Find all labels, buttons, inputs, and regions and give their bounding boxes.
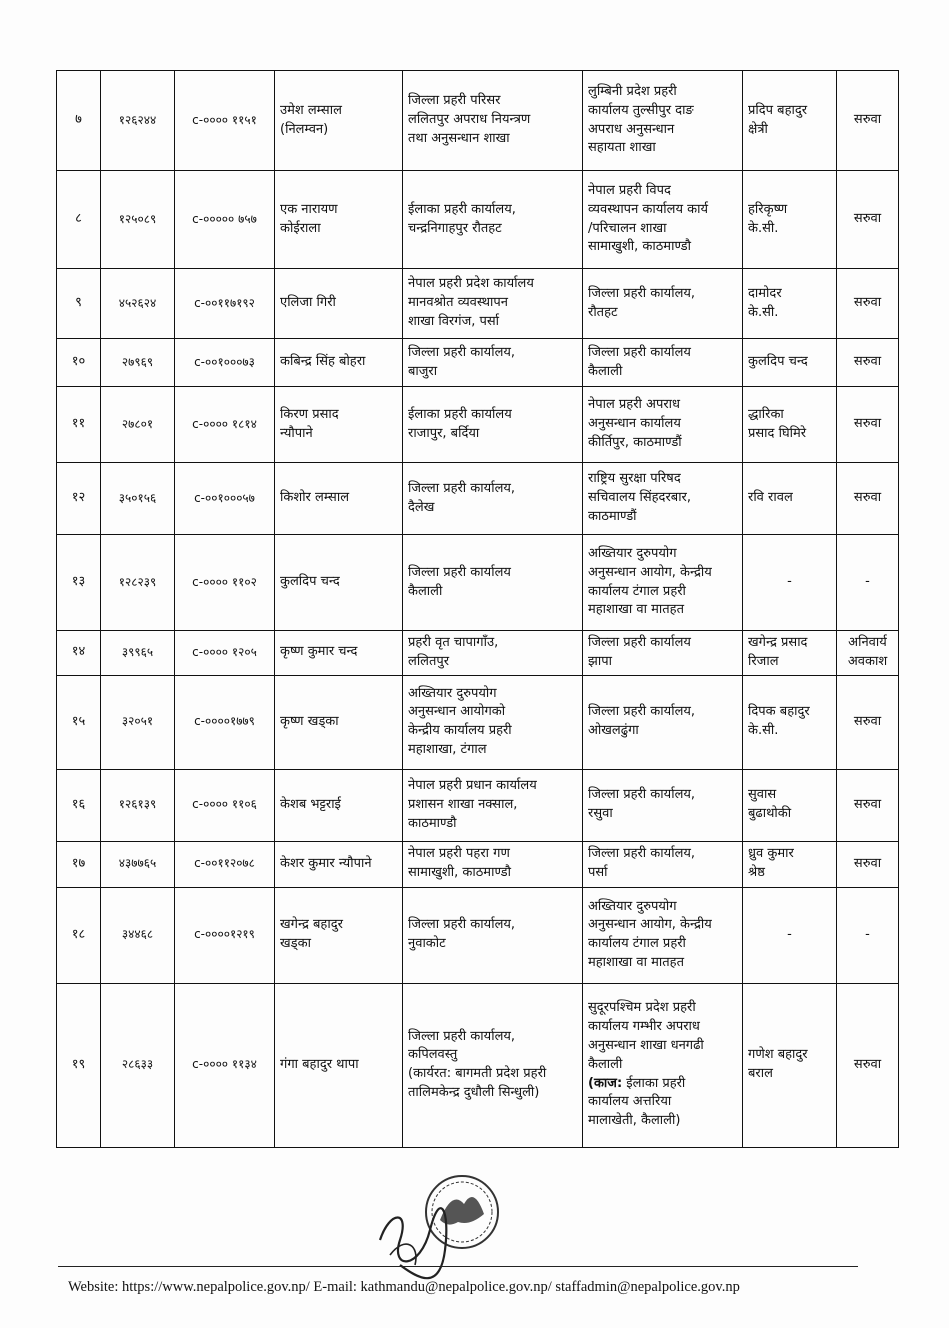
cell-line: सरुवा [853, 855, 882, 871]
replacement-cell [743, 887, 837, 983]
code-cell: c-००००१७७९ [175, 675, 275, 769]
code-cell: c-०००० ११०६ [175, 769, 275, 841]
cell-line: ईलाका प्रहरी कार्यालय [408, 406, 512, 422]
cell-line: व्यवस्थापन कार्यालय कार्य [588, 201, 709, 217]
cell-line: किरण प्रसाद [280, 406, 339, 422]
employee-name-cell [275, 841, 403, 887]
current-office-cell [403, 841, 583, 887]
code-cell: c-०००० ११५१ [175, 71, 275, 171]
replacement-cell [743, 675, 837, 769]
cell-line: कुलदिप चन्द [748, 354, 808, 370]
remark-cell [837, 675, 899, 769]
current-office-cell [403, 463, 583, 535]
footer-contact: Website: https://www.nepalpolice.gov.np/ E-mail: kathmandu@nepalpolice.gov.np/ staffadmin@nepalpolice.gov.np [68, 1279, 740, 1295]
cell-line: जिल्ला प्रहरी कार्यालय, [408, 480, 516, 496]
cell-line: शाखा विरगंज, पर्सा [408, 313, 500, 329]
cell-line: बराल [748, 1066, 773, 1082]
cell-line: सहायता शाखा [588, 140, 656, 156]
cell-line: मानवश्रोत व्यवस्थापन [408, 295, 508, 311]
cell-line: ओखलढुंगा [588, 723, 639, 739]
current-office-cell [403, 631, 583, 676]
cell-line: जिल्ला प्रहरी कार्यालय, [408, 344, 516, 360]
cell-line: (काज: ईलाका प्रहरी [588, 1075, 686, 1091]
transfer-table [56, 70, 899, 1148]
cell-line: नेपाल प्रहरी प्रदेश कार्यालय [408, 276, 534, 292]
police-number-cell: ३९९६५ [101, 631, 175, 676]
cell-line: प्रदिप बहादुर [748, 102, 808, 118]
table-body [57, 71, 899, 1148]
cell-line: दिपक बहादुर [748, 704, 810, 720]
cell-line: न्यौपाने [280, 425, 313, 441]
police-number-cell: १२६१३९ [101, 769, 175, 841]
table-row [57, 769, 899, 841]
police-number-cell: १२५०८९ [101, 171, 175, 269]
cell-line: केशर कुमार न्यौपाने [280, 855, 372, 871]
cell-line: जिल्ला प्रहरी कार्यालय, [588, 787, 696, 803]
cell-line: ईलाका प्रहरी कार्यालय, [408, 201, 516, 217]
cell-line: अनुसन्धान कार्यालय [588, 416, 681, 432]
cell-line: खड्का [280, 936, 311, 952]
code-cell: c-००००० ७५७ [175, 171, 275, 269]
remark-cell [837, 71, 899, 171]
cell-line: केशब भट्टराई [280, 796, 341, 812]
cell-line: अख्तियार दुरुपयोग [588, 898, 677, 914]
table-row [57, 339, 899, 387]
serial-number-cell: १९ [57, 983, 101, 1147]
cell-line: क्षेत्री [748, 121, 768, 137]
employee-name-cell [275, 269, 403, 339]
cell-line: बुढाथोकी [748, 806, 792, 822]
employee-name-cell [275, 675, 403, 769]
cell-line: कार्यालय अत्तरिया [588, 1094, 672, 1110]
serial-number-cell: १५ [57, 675, 101, 769]
cell-line: सरुवा [853, 416, 882, 432]
cell-line: सरुवा [853, 112, 882, 128]
cell-line: सरुवा [853, 295, 882, 311]
table-row [57, 631, 899, 676]
table-row [57, 463, 899, 535]
serial-number-cell: ११ [57, 387, 101, 463]
cell-line: झापा [588, 653, 612, 669]
serial-number-cell: १० [57, 339, 101, 387]
cell-line: बाजुरा [408, 363, 438, 379]
remark-cell [837, 463, 899, 535]
cell-line: जिल्ला प्रहरी कार्यालय, [408, 917, 516, 933]
cell-line: सरुवा [853, 354, 882, 370]
remark-cell [837, 171, 899, 269]
cell-line: अख्तियार दुरुपयोग [408, 685, 497, 701]
current-office-cell [403, 171, 583, 269]
replacement-cell [743, 535, 837, 631]
code-cell: c-०००० ११०२ [175, 535, 275, 631]
current-office-cell [403, 983, 583, 1147]
cell-line: जिल्ला प्रहरी कार्यालय [408, 564, 511, 580]
police-number-cell: २८६३३ [101, 983, 175, 1147]
cell-line: तथा अनुसन्धान शाखा [408, 130, 510, 146]
cell-line: गंगा बहादुर थापा [280, 1056, 359, 1072]
cell-line: जिल्ला प्रहरी कार्यालय, [588, 285, 696, 301]
cell-line: कीर्तिपुर, काठमाण्डौं [588, 434, 682, 450]
cell-line: कुलदिप चन्द [280, 574, 340, 590]
serial-number-cell: १८ [57, 887, 101, 983]
cell-line: प्रशासन शाखा नक्साल, [408, 796, 518, 812]
cell-line: दैलेख [408, 499, 435, 515]
cell-line: कबिन्द्र सिंह बोहरा [280, 354, 366, 370]
cell-line: जिल्ला प्रहरी कार्यालय, [588, 704, 696, 720]
current-office-cell [403, 887, 583, 983]
new-office-cell [583, 269, 743, 339]
police-number-cell: ४५२६२४ [101, 269, 175, 339]
employee-name-cell [275, 631, 403, 676]
table-row [57, 887, 899, 983]
police-number-cell: ३२०५१ [101, 675, 175, 769]
cell-line: - [865, 926, 870, 942]
cell-line: सरुवा [853, 211, 882, 227]
employee-name-cell [275, 171, 403, 269]
code-cell: c-००१०००५७ [175, 463, 275, 535]
cell-line: (निलम्वन) [280, 121, 329, 137]
cell-line: अनिवार्य [848, 635, 887, 650]
replacement-cell [743, 269, 837, 339]
new-office-cell [583, 463, 743, 535]
cell-line: प्रहरी वृत चापागाँउ, [408, 635, 499, 650]
remark-cell [837, 887, 899, 983]
new-office-cell [583, 983, 743, 1147]
cell-line: अख्तियार दुरुपयोग [588, 545, 677, 561]
code-cell: c-०००० १२०५ [175, 631, 275, 676]
cell-line: रसुवा [588, 806, 613, 822]
cell-line: अनुसन्धान आयोगको [408, 704, 506, 720]
employee-name-cell [275, 463, 403, 535]
replacement-cell [743, 631, 837, 676]
cell-line: नेपाल प्रहरी विपद [588, 182, 671, 198]
cell-line: सरुवा [853, 713, 882, 729]
cell-line: द्धारिका [748, 406, 784, 422]
cell-line: कृष्ण कुमार चन्द [280, 644, 358, 660]
cell-line: सरुवा [853, 1056, 882, 1072]
current-office-cell [403, 387, 583, 463]
serial-number-cell: ९ [57, 269, 101, 339]
current-office-cell [403, 535, 583, 631]
replacement-cell [743, 171, 837, 269]
table-row [57, 535, 899, 631]
cell-line: अनुसन्धान आयोग, केन्द्रीय [588, 564, 712, 580]
serial-number-cell: १३ [57, 535, 101, 631]
police-number-cell: २७८०१ [101, 387, 175, 463]
new-office-cell [583, 841, 743, 887]
code-cell: c-००११७१९२ [175, 269, 275, 339]
remark-cell [837, 269, 899, 339]
cell-line: काठमाण्डौं [588, 508, 637, 524]
code-cell: c-००००१२१९ [175, 887, 275, 983]
replacement-cell [743, 983, 837, 1147]
cell-line: ललितपुर अपराध नियन्त्रण [408, 112, 531, 128]
cell-line: कार्यालय गम्भीर अपराध [588, 1019, 700, 1035]
new-office-cell [583, 675, 743, 769]
cell-line: दामोदर [748, 285, 782, 301]
serial-number-cell: १२ [57, 463, 101, 535]
cell-line: कार्यालय टंगाल प्रहरी [588, 583, 686, 599]
employee-name-cell [275, 387, 403, 463]
cell-line: सुदूरपश्चिम प्रदेश प्रहरी [588, 1000, 696, 1016]
remark-cell [837, 535, 899, 631]
cell-line: कैलाली [588, 1056, 623, 1072]
employee-name-cell [275, 339, 403, 387]
cell-line: कैलाली [408, 583, 443, 599]
cell-line: एक नारायण [280, 201, 338, 217]
cell-line: तालिमकेन्द्र दुधौली सिन्धुली) [408, 1085, 540, 1101]
code-cell: c-०००० १८१४ [175, 387, 275, 463]
cell-line: कृष्ण खड्का [280, 713, 339, 729]
cell-line: के.सी. [748, 723, 779, 739]
cell-line: पर्सा [588, 865, 608, 881]
cell-line: के.सी. [748, 304, 779, 320]
employee-name-cell [275, 71, 403, 171]
remark-cell [837, 631, 899, 676]
police-number-cell: १२६२४४ [101, 71, 175, 171]
police-number-cell: १२८२३९ [101, 535, 175, 631]
cell-line: कार्यालय तुल्सीपुर दाङ [588, 102, 694, 118]
new-office-cell [583, 339, 743, 387]
cell-line: अवकाश [847, 653, 888, 669]
cell-line: रिजाल [748, 653, 779, 669]
current-office-cell [403, 675, 583, 769]
police-number-cell: ४३७७६५ [101, 841, 175, 887]
serial-number-cell: ७ [57, 71, 101, 171]
cell-line: रौतहट [588, 304, 618, 320]
cell-line: जिल्ला प्रहरी कार्यालय [588, 344, 691, 360]
cell-line: नुवाकोट [408, 936, 446, 952]
cell-line: श्रेष्ठ [748, 865, 765, 881]
cell-line: रवि रावल [748, 490, 793, 506]
remark-cell [837, 841, 899, 887]
cell-line: खगेन्द्र बहादुर [280, 917, 343, 933]
code-cell: c-०००० ११३४ [175, 983, 275, 1147]
police-number-cell: ३५०१५६ [101, 463, 175, 535]
serial-number-cell: १७ [57, 841, 101, 887]
serial-number-cell: ८ [57, 171, 101, 269]
cell-line: - [787, 574, 792, 590]
cell-line: मालाखेती, कैलाली) [588, 1113, 681, 1129]
cell-line: - [865, 574, 870, 590]
new-office-cell [583, 631, 743, 676]
remark-cell [837, 983, 899, 1147]
cell-line: ध्रुव कुमार [748, 846, 794, 862]
employee-name-cell [275, 769, 403, 841]
cell-line: कपिलवस्तु [408, 1047, 458, 1063]
cell-line: नेपाल प्रहरी अपराध [588, 397, 681, 413]
cell-line: अनुसन्धान शाखा धनगढी [588, 1037, 704, 1053]
cell-line: जिल्ला प्रहरी कार्यालय, [588, 846, 696, 862]
cell-line: खगेन्द्र प्रसाद [748, 635, 808, 650]
cell-line: अनुसन्धान आयोग, केन्द्रीय [588, 917, 712, 933]
cell-line: उमेश लम्साल [280, 102, 342, 118]
cell-line: जिल्ला प्रहरी कार्यालय [588, 635, 691, 650]
table-row [57, 983, 899, 1147]
police-number-cell: २७९६९ [101, 339, 175, 387]
cell-line: - [787, 926, 792, 942]
cell-line: हरिकृष्ण [748, 201, 788, 217]
cell-line: /परिचालन शाखा [588, 220, 667, 236]
cell-line: लुम्बिनी प्रदेश प्रहरी [588, 83, 677, 99]
cell-line: सचिवालय सिंहदरबार, [588, 490, 692, 506]
replacement-cell [743, 841, 837, 887]
cell-line: कार्यालय टंगाल प्रहरी [588, 936, 686, 952]
new-office-cell [583, 535, 743, 631]
table-row [57, 71, 899, 171]
cell-line: जिल्ला प्रहरी कार्यालय, [408, 1028, 516, 1044]
table-row [57, 675, 899, 769]
current-office-cell [403, 71, 583, 171]
cell-line: सामाखुशी, काठमाण्डौ [588, 239, 691, 255]
new-office-cell [583, 71, 743, 171]
cell-line: ललितपुर [408, 653, 450, 669]
cell-line: राजापुर, बर्दिया [408, 425, 480, 441]
cell-line: नेपाल प्रहरी पहरा गण [408, 846, 510, 862]
table-row [57, 387, 899, 463]
cell-line: राष्ट्रिय सुरक्षा परिषद [588, 471, 681, 487]
cell-line: सरुवा [853, 796, 882, 812]
cell-line: सामाखुशी, काठमाण्डौ [408, 865, 511, 881]
cell-line: सरुवा [853, 490, 882, 506]
employee-name-cell [275, 887, 403, 983]
cell-line: महाशाखा, टंगाल [408, 742, 487, 758]
new-office-cell [583, 387, 743, 463]
police-number-cell: ३४४६८ [101, 887, 175, 983]
serial-number-cell: १६ [57, 769, 101, 841]
table-row [57, 841, 899, 887]
cell-line: महाशाखा वा मातहत [588, 602, 684, 618]
replacement-cell [743, 463, 837, 535]
remark-cell [837, 387, 899, 463]
cell-line: चन्द्रनिगाहपुर रौतहट [408, 220, 502, 236]
cell-line: अपराध अनुसन्धान [588, 121, 675, 137]
table-row [57, 171, 899, 269]
current-office-cell [403, 339, 583, 387]
cell-line: किशोर लम्साल [280, 490, 350, 506]
cell-line: (कार्यरत: बागमती प्रदेश प्रहरी [408, 1066, 547, 1082]
replacement-cell [743, 387, 837, 463]
employee-name-cell [275, 535, 403, 631]
cell-line: महाशाखा वा मातहत [588, 955, 684, 971]
cell-line: प्रसाद घिमिरे [748, 425, 807, 441]
remark-cell [837, 769, 899, 841]
new-office-cell [583, 171, 743, 269]
current-office-cell [403, 269, 583, 339]
cell-line: काठमाण्डौ [408, 815, 457, 831]
current-office-cell [403, 769, 583, 841]
cell-line: कैलाली [588, 363, 623, 379]
replacement-cell [743, 769, 837, 841]
cell-line: के.सी. [748, 220, 779, 236]
cell-line: एलिजा गिरी [280, 295, 336, 311]
new-office-cell [583, 769, 743, 841]
cell-line: जिल्ला प्रहरी परिसर [408, 93, 501, 109]
code-cell: c-००११२०७८ [175, 841, 275, 887]
cell-line: कोईराला [280, 220, 321, 236]
serial-number-cell: १४ [57, 631, 101, 676]
new-office-cell [583, 887, 743, 983]
remark-cell [837, 339, 899, 387]
cell-line: गणेश बहादुर [748, 1047, 808, 1063]
code-cell: c-००१०००७३ [175, 339, 275, 387]
cell-line: केन्द्रीय कार्यालय प्रहरी [408, 723, 512, 739]
replacement-cell [743, 339, 837, 387]
employee-name-cell [275, 983, 403, 1147]
cell-line: नेपाल प्रहरी प्रधान कार्यालय [408, 777, 537, 793]
table-row [57, 269, 899, 339]
replacement-cell [743, 71, 837, 171]
cell-line: सुवास [748, 787, 777, 803]
footer-divider [58, 1266, 858, 1267]
